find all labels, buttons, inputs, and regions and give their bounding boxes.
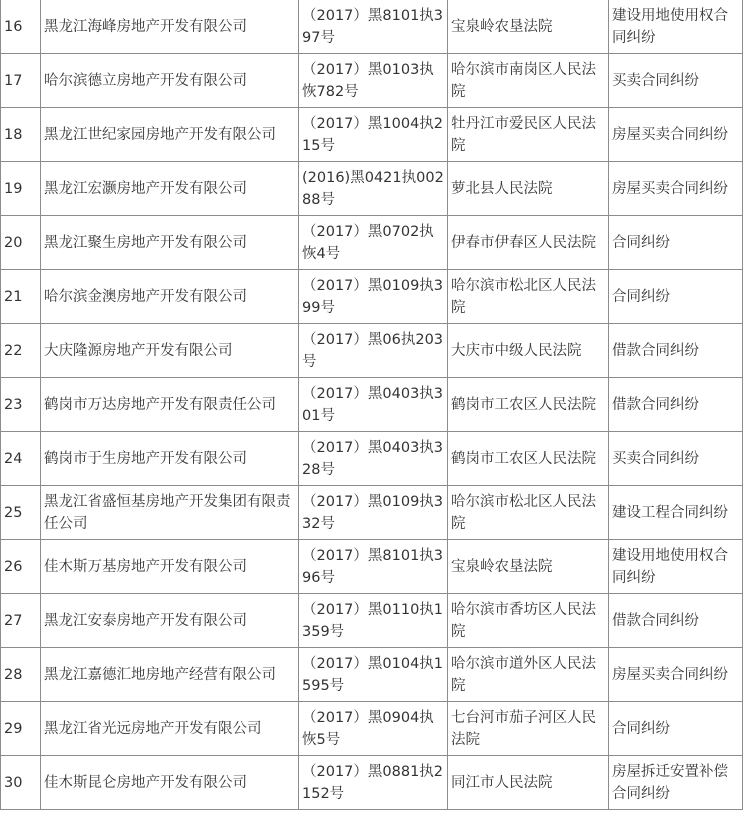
row-number-cell: 20 bbox=[1, 216, 41, 270]
court-name-cell: 宝泉岭农垦法院 bbox=[448, 540, 609, 594]
table-row bbox=[1, 0, 743, 54]
table-row bbox=[1, 594, 743, 648]
case-number-cell: （2017）黑0881执2152号 bbox=[299, 756, 448, 810]
table-row bbox=[1, 108, 743, 162]
court-name-cell: 哈尔滨市道外区人民法院 bbox=[448, 648, 609, 702]
case-type-cell: 房屋买卖合同纠纷 bbox=[609, 108, 743, 162]
row-number-cell: 27 bbox=[1, 594, 41, 648]
court-name-cell: 哈尔滨市松北区人民法院 bbox=[448, 486, 609, 540]
company-name-cell: 鹤岗市万达房地产开发有限责任公司 bbox=[41, 378, 299, 432]
case-number-cell: （2017）黑0103执恢782号 bbox=[299, 54, 448, 108]
case-type-cell: 合同纠纷 bbox=[609, 216, 743, 270]
row-number-cell: 28 bbox=[1, 648, 41, 702]
case-number-cell: （2017）黑0904执恢5号 bbox=[299, 702, 448, 756]
case-type-cell: 房屋拆迁安置补偿合同纠纷 bbox=[609, 756, 743, 810]
row-number-cell: 25 bbox=[1, 486, 41, 540]
row-number-cell: 26 bbox=[1, 540, 41, 594]
company-name-cell: 黑龙江海峰房地产开发有限公司 bbox=[41, 0, 299, 54]
table-row bbox=[1, 162, 743, 216]
case-type-cell: 借款合同纠纷 bbox=[609, 594, 743, 648]
court-name-cell: 鹤岗市工农区人民法院 bbox=[448, 378, 609, 432]
company-name-cell: 大庆隆源房地产开发有限公司 bbox=[41, 324, 299, 378]
court-name-cell: 七台河市茄子河区人民法院 bbox=[448, 702, 609, 756]
row-number-cell: 21 bbox=[1, 270, 41, 324]
court-name-cell: 萝北县人民法院 bbox=[448, 162, 609, 216]
table-row bbox=[1, 216, 743, 270]
table-row bbox=[1, 54, 743, 108]
court-name-cell: 同江市人民法院 bbox=[448, 756, 609, 810]
company-name-cell: 哈尔滨金澳房地产开发有限公司 bbox=[41, 270, 299, 324]
company-name-cell: 黑龙江宏灏房地产开发有限公司 bbox=[41, 162, 299, 216]
company-name-cell: 黑龙江省盛恒基房地产开发集团有限责任公司 bbox=[41, 486, 299, 540]
case-type-cell: 借款合同纠纷 bbox=[609, 378, 743, 432]
case-type-cell: 建设用地使用权合同纠纷 bbox=[609, 0, 743, 54]
company-name-cell: 黑龙江安泰房地产开发有限公司 bbox=[41, 594, 299, 648]
case-number-cell: （2017）黑0110执1359号 bbox=[299, 594, 448, 648]
table-row bbox=[1, 324, 743, 378]
company-name-cell: 佳木斯万基房地产开发有限公司 bbox=[41, 540, 299, 594]
company-name-cell: 黑龙江嘉德汇地房地产经营有限公司 bbox=[41, 648, 299, 702]
case-table-body bbox=[1, 0, 743, 810]
case-type-cell: 房屋买卖合同纠纷 bbox=[609, 162, 743, 216]
company-name-cell: 黑龙江世纪家园房地产开发有限公司 bbox=[41, 108, 299, 162]
table-row bbox=[1, 648, 743, 702]
company-name-cell: 黑龙江聚生房地产开发有限公司 bbox=[41, 216, 299, 270]
row-number-cell: 23 bbox=[1, 378, 41, 432]
table-row bbox=[1, 702, 743, 756]
court-name-cell: 鹤岗市工农区人民法院 bbox=[448, 432, 609, 486]
table-row bbox=[1, 270, 743, 324]
case-type-cell: 合同纠纷 bbox=[609, 702, 743, 756]
case-number-cell: （2017）黑0104执1595号 bbox=[299, 648, 448, 702]
row-number-cell: 30 bbox=[1, 756, 41, 810]
case-number-cell: （2017）黑1004执215号 bbox=[299, 108, 448, 162]
row-number-cell: 18 bbox=[1, 108, 41, 162]
case-number-cell: （2017）黑0403执301号 bbox=[299, 378, 448, 432]
table-row bbox=[1, 432, 743, 486]
case-number-cell: （2017）黑0702执恢4号 bbox=[299, 216, 448, 270]
case-number-cell: (2016)黑0421执00288号 bbox=[299, 162, 448, 216]
row-number-cell: 16 bbox=[1, 0, 41, 54]
case-number-cell: （2017）黑8101执397号 bbox=[299, 0, 448, 54]
case-number-cell: （2017）黑8101执396号 bbox=[299, 540, 448, 594]
row-number-cell: 17 bbox=[1, 54, 41, 108]
case-type-cell: 买卖合同纠纷 bbox=[609, 432, 743, 486]
court-name-cell: 大庆市中级人民法院 bbox=[448, 324, 609, 378]
court-name-cell: 哈尔滨市香坊区人民法院 bbox=[448, 594, 609, 648]
court-name-cell: 宝泉岭农垦法院 bbox=[448, 0, 609, 54]
case-number-cell: （2017）黑06执203号 bbox=[299, 324, 448, 378]
case-number-cell: （2017）黑0403执328号 bbox=[299, 432, 448, 486]
company-name-cell: 佳木斯昆仑房地产开发有限公司 bbox=[41, 756, 299, 810]
case-type-cell: 合同纠纷 bbox=[609, 270, 743, 324]
company-name-cell: 黑龙江省光远房地产开发有限公司 bbox=[41, 702, 299, 756]
row-number-cell: 22 bbox=[1, 324, 41, 378]
case-type-cell: 房屋买卖合同纠纷 bbox=[609, 648, 743, 702]
table-row bbox=[1, 378, 743, 432]
table-row bbox=[1, 486, 743, 540]
case-type-cell: 买卖合同纠纷 bbox=[609, 54, 743, 108]
row-number-cell: 19 bbox=[1, 162, 41, 216]
court-name-cell: 伊春市伊春区人民法院 bbox=[448, 216, 609, 270]
case-number-cell: （2017）黑0109执399号 bbox=[299, 270, 448, 324]
case-type-cell: 建设用地使用权合同纠纷 bbox=[609, 540, 743, 594]
row-number-cell: 29 bbox=[1, 702, 41, 756]
case-type-cell: 借款合同纠纷 bbox=[609, 324, 743, 378]
company-name-cell: 哈尔滨德立房地产开发有限公司 bbox=[41, 54, 299, 108]
case-type-cell: 建设工程合同纠纷 bbox=[609, 486, 743, 540]
table-row bbox=[1, 756, 743, 810]
company-name-cell: 鹤岗市于生房地产开发有限公司 bbox=[41, 432, 299, 486]
court-name-cell: 牡丹江市爱民区人民法院 bbox=[448, 108, 609, 162]
table-row bbox=[1, 540, 743, 594]
case-number-cell: （2017）黑0109执332号 bbox=[299, 486, 448, 540]
court-name-cell: 哈尔滨市南岗区人民法院 bbox=[448, 54, 609, 108]
court-name-cell: 哈尔滨市松北区人民法院 bbox=[448, 270, 609, 324]
row-number-cell: 24 bbox=[1, 432, 41, 486]
